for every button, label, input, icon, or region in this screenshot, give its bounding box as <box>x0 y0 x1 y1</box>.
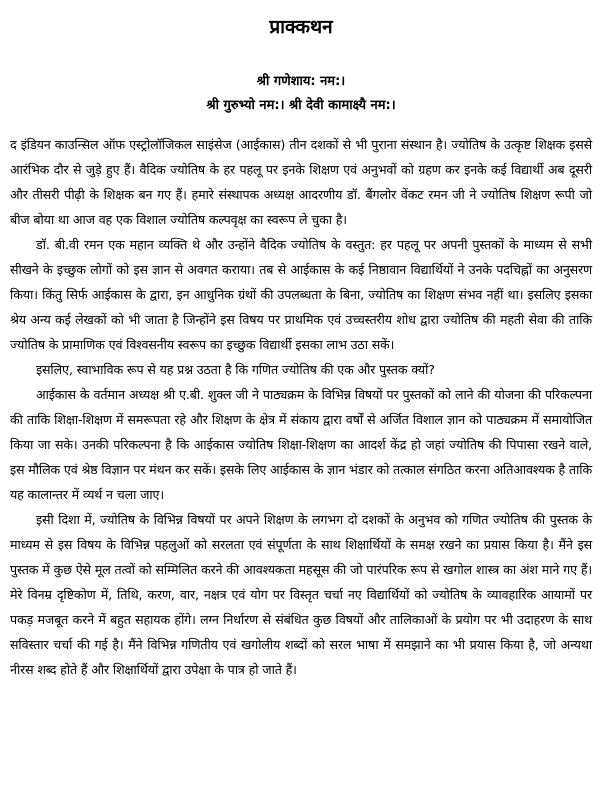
document-body <box>10 132 592 682</box>
invocation-line-1: श्री गणेशाय: नम:। <box>256 74 346 89</box>
paragraph-3: इसलिए, स्वाभाविक रूप से यह प्रश्न उठता है कि गणित ज्योतिष की एक और पुस्तक क्यों? <box>36 362 435 377</box>
paragraph-2: डॉ. बी.वी रमन एक महान व्यक्ति थे और उन्होंने वैदिक ज्योतिष के वस्तुत: हर पहलू पर अपनी पुस्तकों के माध्यम से सभी सीखने के इच्छुक लोगों को इस ज्ञान से अवगत कराया। तब से आईकास के कई निष्ठावान विद्यार्थियों ने उनके पदचिह्नों का अनुसरण किया। किंतु सिर्फ आईकास के द्वारा, इन आधुनिक ग्रंथों की उपलब्धता के बिना, ज्योतिष का शिक्षण संभव नहीं था। इसलिए इसका श्रेय अन्य कई लेखकों को भी जाता है जिन्होंने इस विषय पर प्राथमिक एवं उच्चस्तरीय शोध द्वारा ज्योतिष की महती सेवा की ताकि ज्योतिष के प्रामाणिक एवं विश्वसनीय स्वरूप का इच्छुक विद्यार्थी इसका लाभ उठा सकें। <box>10 237 592 352</box>
invocation-line-2: श्री गुरुभ्यो नम:। श्री देवी कामाक्ष्यै नम:। <box>206 98 396 113</box>
paragraph-1: द इंडियन काउन्सिल ऑफ एस्ट्रोलॉजिकल साइंसेज (आईकास) तीन दशकों से भी पुराना संस्थान है। ज्योतिष के उत्कृष्ट शिक्षक इससे आरंभिक दौर से जुड़े हुए हैं। वैदिक ज्योतिष के हर पहलू पर इनके शिक्षण एवं अनुभवों को ग्रहण कर इनके कई विद्यार्थी अब दूसरी और तीसरी पीढ़ी के शिक्षक बन गए हैं। हमारे संस्थापक अध्यक्ष आदरणीय डॉ. बैंगलोर वेंकट रमन जी ने ज्योतिष शिक्षण रूपी जो बीज बोया था आज वह एक विशाल ज्योतिष कल्पवृक्ष का स्वरूप ले चुका है। <box>10 137 592 227</box>
paragraph-4: आईकास के वर्तमान अध्यक्ष श्री ए.बी. शुक्ल जी ने पाठ्यक्रम के विभिन्न विषयों पर पुस्तकों को लाने की योजना की परिकल्पना की ताकि शिक्षा-शिक्षण में समरूपता रहे और शिक्षण के क्षेत्र में संकाय द्वारा वर्षों से अर्जित विशाल ज्ञान को पाठ्यक्रम में समायोजित किया जा सके। उनकी परिकल्पना है कि आईकास ज्योतिष शिक्षा-शिक्षण का आदर्श केंद्र हो जहां ज्योतिष की पिपासा रखने वाले, इस मौलिक एवं श्रेष्ठ विज्ञान पर मंथन कर सकें। इसके लिए आईकास के ज्ञान भंडार को तत्काल संगठित करना अतिआवश्यक है ताकि यह कालान्तर में व्यर्थ न चला जाए। <box>10 387 592 502</box>
paragraph-5: इसी दिशा में, ज्योतिष के विभिन्न विषयों पर अपने शिक्षण के लगभग दो दशकों के अनुभव को गणित ज्योतिष की पुस्तक के माध्यम से इस विषय के विभिन्न पहलुओं को सरलता एवं संपूर्णता के साथ शिक्षार्थियों के समक्ष रखने का प्रयास किया है। मैंने इस पुस्तक में कुछ ऐसे मूल तत्वों को सम्मिलित करने की आवश्यकता महसूस की जो पारंपरिक रूप से खगोल शास्त्र का अंश माने गए हैं। मेरे विनम्र दृष्टिकोण में, तिथि, करण, वार, नक्षत्र एवं योग पर विस्तृत चर्चा नए विद्यार्थियों को ज्योतिष के व्यावहारिक आयामों पर पकड़ मजबूत करने में बहुत सहायक होंगे। लग्न निर्धारण से संबंधित कुछ विषयों और तालिकाओं के प्रयोग पर भी उदाहरण के साथ सविस्तार चर्चा की गई है। मैंने विभिन्न गणितीय एवं खगोलीय शब्दों को सरल भाषा में समझाने का भी प्रयास किया है, जो अन्यथा नीरस शब्द होते हैं और शिक्षार्थियों द्वारा उपेक्षा के पात्र हो जाते हैं। <box>10 512 592 677</box>
page-title: प्राक्कथन <box>269 16 333 38</box>
